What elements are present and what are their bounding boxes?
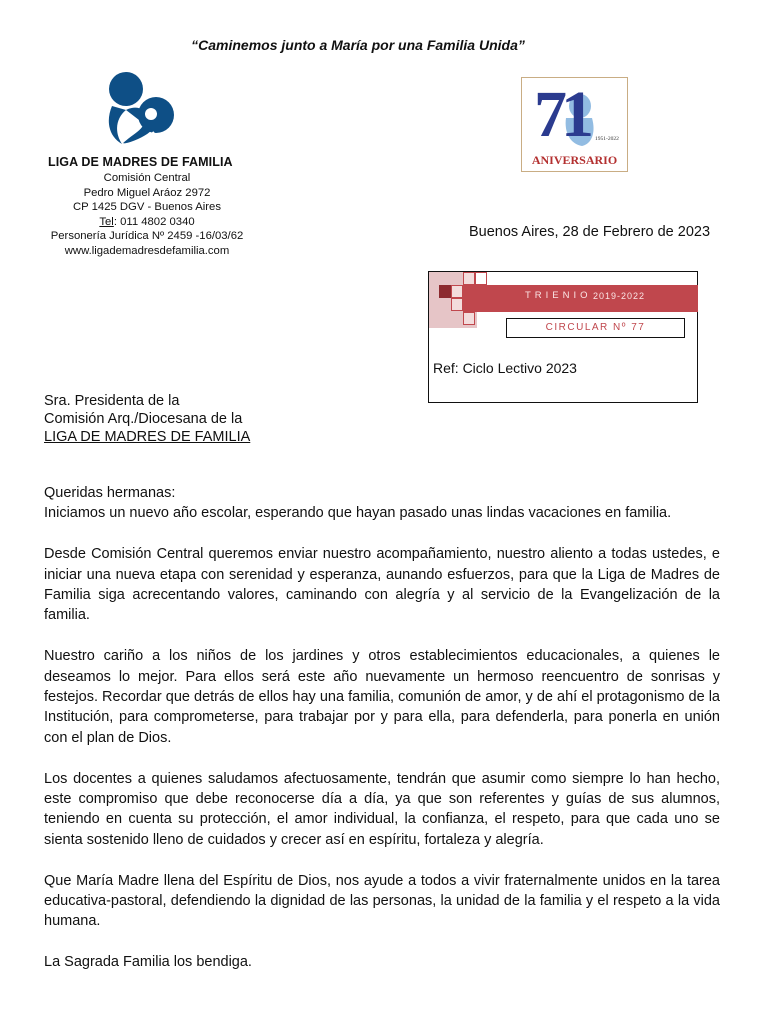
org-line: Comisión Central bbox=[103, 172, 191, 184]
tel-value: : 011 4802 0340 bbox=[113, 215, 195, 228]
letter-date: Buenos Aires, 28 de Febrero de 2023 bbox=[469, 224, 711, 240]
closing: La Sagrada Familia los bendiga. bbox=[44, 954, 252, 971]
anniversary-label: ANIVERSARIO bbox=[531, 153, 618, 167]
letter-motto: “Caminemos junto a María por una Familia Unida” bbox=[191, 37, 525, 53]
tel-label: Tel bbox=[99, 215, 114, 228]
decor-square bbox=[451, 285, 463, 298]
decor-square bbox=[475, 272, 487, 285]
trienio-label: TRIENIO bbox=[525, 290, 592, 301]
trienio-years: 2019-2022 bbox=[593, 291, 646, 301]
paragraph: Nuestro cariño a los niños de los jardines y otros establecimientos educacionales, a quienes le deseamos lo mejor. Para ellos será este año nuevamente un hermoso reencuentro de sonrisas y festejos. Recordar que detrás de ellos hay una familia, comunión de amor, y de ahí el protagonismo de la Institución, para comprometerse, para trabajar por y para ella, para defenderla, para ponerla en unión con el plan de Dios. bbox=[44, 648, 720, 746]
mother-child-logo-icon bbox=[104, 70, 180, 148]
anniversary-years: 1951-2022 bbox=[595, 136, 619, 142]
anniversary-number: 71 bbox=[534, 78, 588, 151]
recipient-line: Sra. Presidenta de la bbox=[44, 393, 180, 409]
organization-contact bbox=[44, 171, 250, 258]
circular-header-box bbox=[428, 271, 698, 403]
reference-line: Ref: Ciclo Lectivo 2023 bbox=[433, 360, 577, 376]
paragraph: Los docentes a quienes saludamos afectuosamente, tendrán que asumir como siempre lo han hecho, este compromiso que debe reconocerse día a día, ya que son referentes y guías de sus alumnos, teniendo en cuenta su protección, el amor individual, la confianza, el respeto, para que cada uno se sienta sostenido lleno de cuidados y crecer así en espíritu, fortaleza y alegría. bbox=[44, 770, 720, 848]
org-line: Personería Jurídica Nº 2459 -16/03/62 bbox=[50, 230, 244, 242]
decor-square bbox=[463, 312, 475, 325]
greeting: Queridas hermanas: bbox=[44, 485, 176, 501]
recipient-block bbox=[44, 392, 250, 446]
paragraph: Iniciamos un nuevo año escolar, esperando que hayan pasado unas lindas vacaciones en familia. bbox=[44, 505, 672, 522]
org-line: CP 1425 DGV - Buenos Aires bbox=[73, 201, 221, 213]
letter-body bbox=[44, 483, 720, 993]
organization-name: LIGA DE MADRES DE FAMILIA bbox=[48, 155, 233, 169]
recipient-line: Comisión Arq./Diocesana de la bbox=[44, 411, 243, 427]
recipient-organization: LIGA DE MADRES DE FAMILIA bbox=[44, 429, 251, 445]
org-website: www.ligademadresdefamilia.com bbox=[64, 244, 230, 257]
decor-square bbox=[451, 298, 463, 311]
decor-square bbox=[463, 272, 475, 285]
anniversary-badge bbox=[521, 77, 628, 172]
paragraph: Desde Comisión Central queremos enviar nuestro acompañamiento, nuestro aliento a todas ustedes, e iniciar una nueva etapa con serenidad y esperanza, aunando esfuerzos, para que la Liga de Madres de Familia siga acrecentando valores, caminando con alegría y al servicio de la Evangelización de la familia. bbox=[44, 546, 720, 624]
circular-number: CIRCULAR Nº 77 bbox=[506, 318, 685, 338]
org-phone-line bbox=[44, 215, 250, 230]
paragraph: Que María Madre llena del Espíritu de Dios, nos ayude a todos a vivir fraternalmente unidos en la tarea educativa-pastoral, defendiendo la dignidad de las personas, la unidad de la familia y el respeto a la vida humana. bbox=[44, 872, 720, 930]
org-line: Pedro Miguel Aráoz 2972 bbox=[83, 186, 211, 199]
